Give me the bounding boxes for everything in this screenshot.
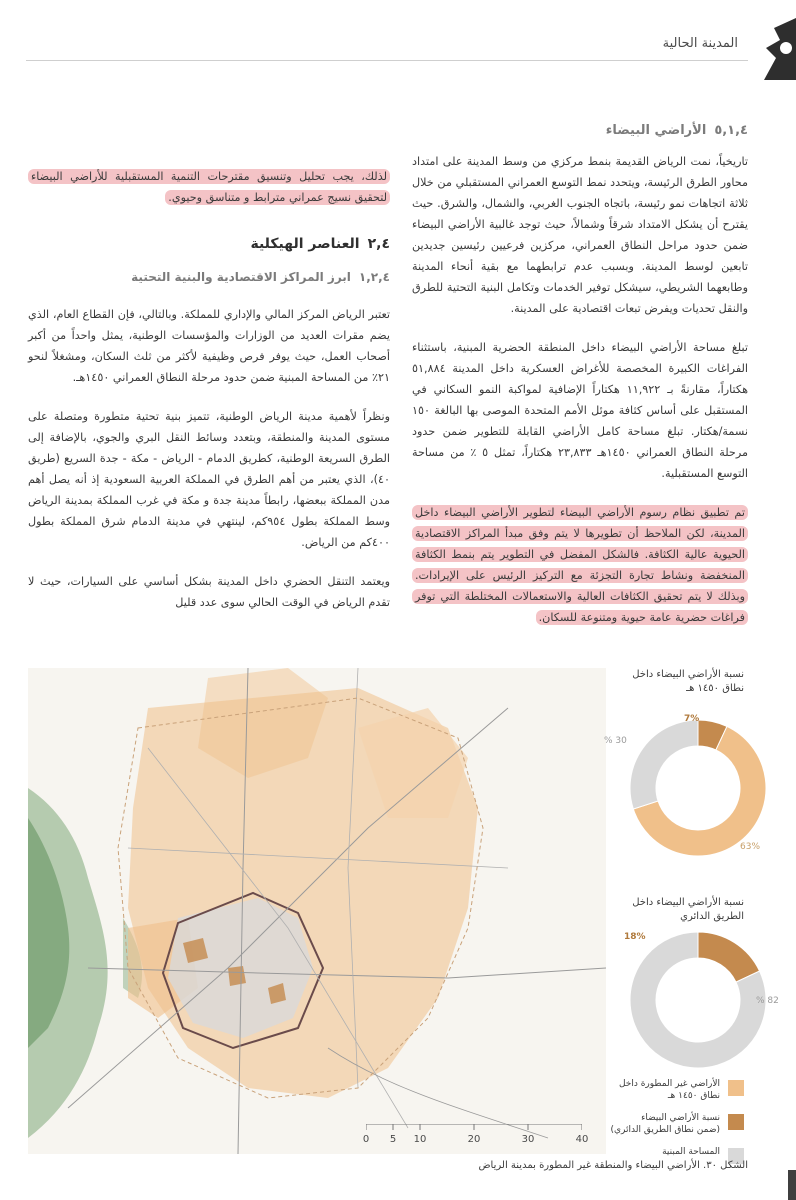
scale-label-10: 10 xyxy=(413,1134,427,1145)
map-graphic xyxy=(28,668,606,1154)
section-number: ٥,١,٤ xyxy=(714,123,748,138)
paragraph-history: تاريخياً، نمت الرياض القديمة بنمط مركزي من وسط المدينة على امتداد محاور الطرق الرئيسة، ويتحدد نمط التوسع العمراني المستقبلي من خلال ثلاثة اتجاهات نمو رئيسة، باتجاه الجنوب الغربي، والشمال، والشرق. حيث يقترح أن يشكل الامتداد شرقاً وشمالاً، حيث توجد غالبية الأراضي البيضاء ضمن حدود مراحل النطاق العمراني، مركزين فرعيين رئيسين جديدين تابعين لوسط المدينة. وبسبب عدم ترابطهما مع بقية أنحاء المدينة وطابعهما الشريطي، سيشكل توفير الخدمات وتكامل البنية التحتية للطرق والنقل تحديات ويفرض تبعات اقتصادية على المدينة. xyxy=(412,155,748,315)
subheading-title: ابرز المراكز الاقتصادية والبنية التحتية xyxy=(131,270,351,284)
legend-item-built-up: المساحة المبنية xyxy=(584,1146,744,1180)
left-column xyxy=(28,166,390,631)
section-heading xyxy=(412,120,748,141)
subheading-number: ١,٢,٤ xyxy=(358,270,390,284)
highlight-fees-text: تم تطبيق نظام رسوم الأراضي البيضاء لتطوير الأراضي البيضاء داخل المدينة، لكن الملاحظ أن تطويرها لا يتم وفق مبدأ المراكز الاقتصادية الحيوية عالية الكثافة. فالشكل المفضل في التطوير يتم بنمط الكثافة المنخفضة ونشاط تجارة التجزئة مع التركيز الرئيس على الإيرادات. وبذلك لا يتم تحقيق الكثافات العالية والاستعمالات المختلطة التي توفر فراغات حضرية عامة حيوية ومتنوعة للسكان. xyxy=(412,505,748,625)
header-divider xyxy=(26,60,748,61)
riyadh-map xyxy=(28,668,606,1154)
legend-item-undeveloped: الأراضي غير المطورة داخل نطاق ١٤٥٠ هـ xyxy=(584,1078,744,1112)
donut-slice-dark xyxy=(698,932,760,982)
paragraph-area: تبلغ مساحة الأراضي البيضاء داخل المنطقة الحضرية المبنية، باستثناء الفراغات الكبيرة المخصصة للأغراض العسكرية داخل المدينة ٥١,٨٨٤ هكتاراً، مقارنةً بـ ١١,٩٢٢ هكتاراً الإضافية لمواكبة النمو السكاني في المستقبل على أساس كثافة موئل الأمم المتحدة الموصى بها البالغة ١٥٠ نسمة/هكتار. تبلغ مساحة كامل الأراضي القابلة للتطوير ضمن حدود مرحلة النطاق العمراني ١٤٥٠هـ ٢٣,٨٣٣ هكتاراً، تمثل ٥ ٪ من مساحة التوسع المستقبلية. xyxy=(412,341,748,480)
highlight-coordination-text: لذلك، يجب تحليل وتنسيق مقترحات التنمية المستقبلية للأراضي البيضاء لتحقيق نسيج عمراني مترابط و متناسق وحيوي. xyxy=(28,169,390,205)
donut1-title: نسبة الأراضي البيضاء داخل نطاق ١٤٥٠ هـ xyxy=(632,669,744,694)
donut2-label-grey: 82 % xyxy=(756,996,779,1006)
paragraph-infrastructure: ونظراً لأهمية مدينة الرياض الوطنية، تتميز بنية تحتية متطورة ومتصلة على مستوى المدينة والمنطقة، وبتعدد وسائط النقل البري والجوي، بالإضافة إلى الطرق السريعة الوطنية، كطريق الدمام - الرياض - مكة - جدة السريع (طريق ٤٠)، الذي يعتبر من أهم الطرق في المملكة العربية السعودية إذ أنه يصل أهم مدن المملكة ببعضها، رابطاً مدينة جدة و مكة في غرب المملكة بمدينة الرياض وسط المملكة بطول ٩٥٤كم، لينتهي في مدينة الدمام شرق المملكة بطول ٤٠٠كم من الرياض. xyxy=(28,410,390,549)
highlight-block-coordination xyxy=(28,166,390,208)
subheading-economic-centers xyxy=(28,267,390,288)
donut1-label-dark: 7% xyxy=(684,714,700,724)
riyadh-logo-icon xyxy=(756,18,796,80)
donut2-title: نسبة الأراضي البيضاء داخل الطريق الدائري xyxy=(632,897,744,922)
right-column xyxy=(412,120,748,628)
section-title: الأراضي البيضاء xyxy=(605,123,707,138)
page-edge-tab xyxy=(788,1170,796,1200)
heading-structural-elements xyxy=(28,234,390,255)
scale-label-5: 5 xyxy=(389,1134,397,1145)
donut2-label-dark: 18% xyxy=(624,932,646,942)
donut1-label-grey: 30 % xyxy=(604,736,627,746)
highlight-block-fees xyxy=(412,502,748,628)
scale-label-40: 40 xyxy=(575,1134,589,1145)
paragraph-finance-center: تعتبر الرياض المركز المالي والإداري للمملكة. وبالتالي، فإن القطاع العام، الذي يضم مقرات العديد من الوزارات والمؤسسات الوطنية، يمثل واحداً من أكبر أصحاب العمل، حيث يوفر فرص وظيفية لأكثر من ثلث السكان، ومشغلاً لنحو ٢١٪ من المساحة المبنية ضمن حدود مرحلة النطاق العمراني ١٤٥٠هـ. xyxy=(28,308,390,384)
donut1-label-orange: 63% xyxy=(740,842,761,852)
legend-swatch xyxy=(728,1080,744,1096)
donut-slice-grey xyxy=(630,720,698,809)
scale-label-0: 0 xyxy=(362,1134,370,1145)
donut-chart-ring-road xyxy=(628,930,768,1070)
scale-label-20: 20 xyxy=(467,1134,481,1145)
scale-label-30: 30 xyxy=(521,1134,535,1145)
paragraph-mobility: ويعتمد التنقل الحضري داخل المدينة بشكل أساسي على السيارات، حيث لا تقدم الرياض في الوقت الحالي سوى عدد قليل xyxy=(28,575,390,609)
heading-number: ٢,٤ xyxy=(367,236,390,252)
heading-title: العناصر الهيكلية xyxy=(250,236,360,252)
running-header: المدينة الحالية xyxy=(662,36,738,51)
legend-item-white-land: نسبة الأراضي البيضاء (ضمن نطاق الطريق الدائري) xyxy=(584,1112,744,1146)
scale-labels xyxy=(360,1134,590,1150)
figure-caption: الشكل ٣٠. الأراضي البيضاء والمنطقة غير المطورة بمدينة الرياض xyxy=(478,1160,748,1171)
legend-swatch xyxy=(728,1114,744,1130)
donut-chart-urban-limit xyxy=(628,718,768,858)
